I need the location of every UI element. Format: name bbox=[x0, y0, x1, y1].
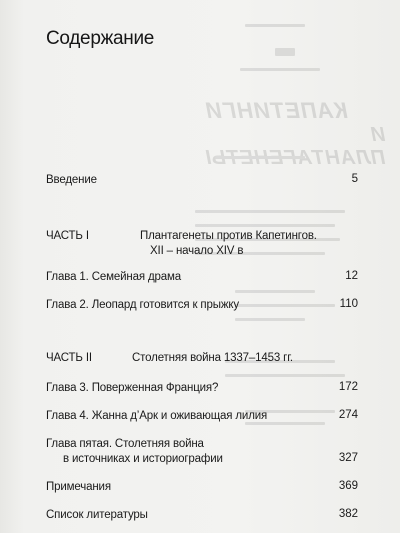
toc-entry-label-line1: Глава пятая. Столетняя война bbox=[46, 438, 204, 450]
toc-entry-label: Введение bbox=[46, 174, 97, 186]
part-title-line2: XII – начало XIV в bbox=[150, 245, 244, 257]
part-title-line1: Плантагенеты против Капетингов. bbox=[140, 230, 317, 242]
toc-entry-page: 327 bbox=[338, 452, 358, 464]
part-label: ЧАСТЬ II bbox=[46, 352, 92, 364]
toc-entry-page: 110 bbox=[339, 298, 358, 310]
toc-entry-page: 5 bbox=[351, 173, 358, 185]
part-title-line1: Столетняя война 1337–1453 гг. bbox=[132, 352, 293, 364]
toc-entry-label: Список литературы bbox=[46, 509, 148, 521]
part-label: ЧАСТЬ I bbox=[46, 230, 89, 242]
toc-entry-label bbox=[46, 437, 223, 467]
toc-entry-page: 274 bbox=[338, 409, 358, 421]
toc-entry-page: 172 bbox=[338, 381, 358, 393]
page-title: Содержание bbox=[46, 28, 155, 49]
toc-entry-label-line2: в источниках и историографии bbox=[63, 453, 223, 465]
toc-entry-label: Глава 1. Семейная драма bbox=[46, 271, 181, 283]
toc-entry-page: 12 bbox=[345, 270, 358, 282]
show-through-reverse-print: КАПЕТИНГИ И ПЛАНТАГЕНЕТЫ bbox=[205, 20, 355, 430]
toc-entry-page: 369 bbox=[338, 480, 358, 492]
part-title bbox=[140, 229, 317, 259]
toc-entry-label: Глава 3. Поверженная Франция? bbox=[46, 382, 219, 394]
toc-entry-label: Глава 2. Леопард готовится к прыжку bbox=[46, 299, 239, 311]
toc-entry-label: Примечания bbox=[46, 481, 111, 493]
toc-entry-label: Глава 4. Жанна д’Арк и оживающая лилия bbox=[46, 410, 268, 422]
part-title bbox=[132, 351, 293, 366]
toc-entry-page: 382 bbox=[338, 508, 358, 520]
